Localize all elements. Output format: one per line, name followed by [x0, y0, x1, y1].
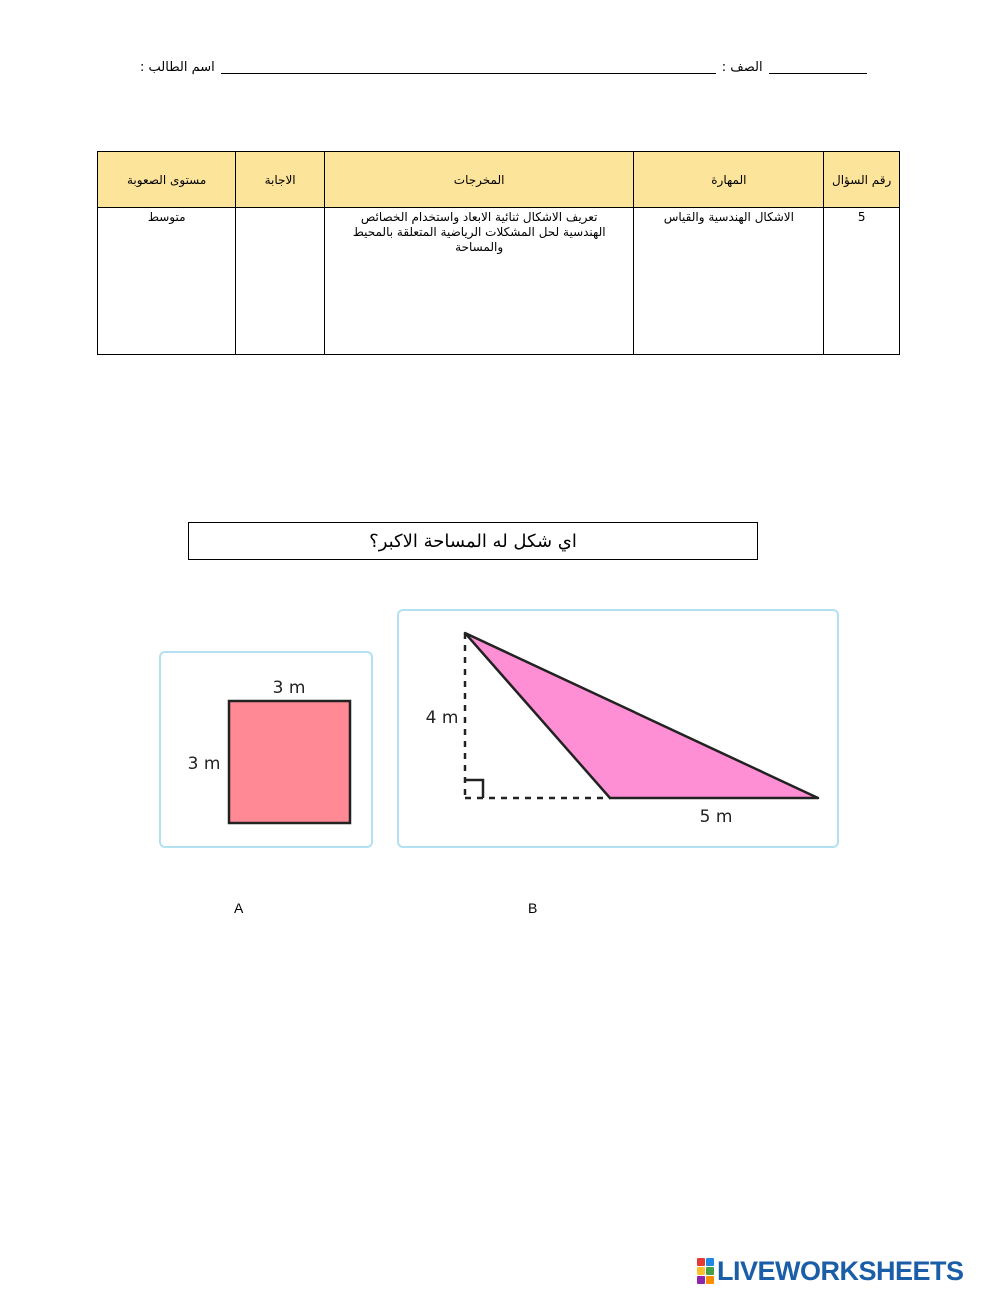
student-name-label: اسم الطالب :: [140, 60, 215, 75]
brand-name: LIVEWORKSHEETS: [717, 1255, 964, 1286]
triangle-base-dimension: 5 m: [699, 807, 733, 827]
header-difficulty: مستوى الصعوبة: [98, 152, 236, 208]
cell-question-number: 5: [824, 208, 900, 355]
cell-difficulty: متوسط: [98, 208, 236, 355]
student-name-field[interactable]: [221, 61, 716, 74]
logo-grid-icon: [697, 1258, 714, 1284]
right-angle-mark: [465, 780, 483, 798]
shape-a-card[interactable]: [159, 651, 373, 848]
cell-answer[interactable]: [236, 208, 325, 355]
shape-b-card[interactable]: [397, 609, 839, 848]
cell-skill: الاشكال الهندسية والقياس: [634, 208, 824, 355]
student-info-line: [140, 60, 882, 75]
question-text: اي شكل له المساحة الاكبر؟: [369, 530, 577, 552]
option-a-label: A: [234, 900, 244, 916]
table-row: [98, 208, 900, 355]
header-outcomes: المخرجات: [324, 152, 633, 208]
header-answer: الاجابة: [236, 152, 325, 208]
cell-outcomes: تعريف الاشكال ثنائية الابعاد واستخدام الخصائص الهندسية لحل المشكلات الرياضية المتعلقة بالمحيط والمساحة: [324, 208, 633, 355]
square-top-dimension: 3 m: [272, 678, 306, 698]
triangle-shape: [465, 633, 818, 798]
square-shape: [229, 701, 350, 823]
question-prompt: [188, 522, 758, 560]
triangle-height-dimension: 4 m: [425, 708, 459, 728]
square-figure: [161, 653, 375, 850]
option-b-label: B: [528, 900, 538, 916]
liveworksheets-logo: [697, 1256, 964, 1286]
class-label: الصف :: [721, 60, 763, 75]
header-question-number: رقم السؤال: [824, 152, 900, 208]
question-info-table: [97, 151, 900, 355]
square-side-dimension: 3 m: [187, 754, 221, 774]
header-skill: المهارة: [634, 152, 824, 208]
class-field[interactable]: [769, 61, 867, 74]
triangle-figure: [399, 611, 841, 850]
